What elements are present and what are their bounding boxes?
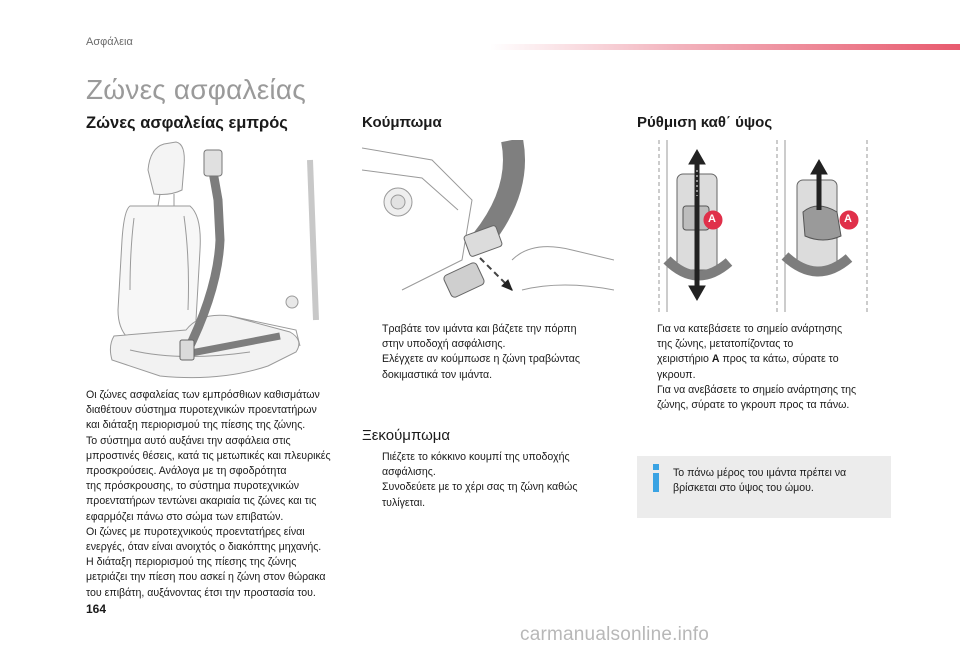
unbuckle-instructions xyxy=(362,450,622,511)
page-number: 164 xyxy=(86,602,107,616)
heading-buckling: Κούμπωμα xyxy=(362,114,442,131)
list-item: Συνοδεύετε με το χέρι σας τη ζώνη καθώς τυλίγεται. xyxy=(382,481,578,509)
height-instructions xyxy=(637,322,895,413)
buckle-instructions xyxy=(362,322,622,383)
list-item: Για να ανεβάσετε το σημείο ανάρτησης της ζώνης, σύρατε το γκρουπ προς τα πάνω. xyxy=(657,383,857,412)
list-item: Πιέζετε το κόκκινο κουμπί της υποδοχής ασφάλισης. xyxy=(382,451,570,479)
callout-a-left: A xyxy=(708,213,716,225)
seat-belt-illustration xyxy=(100,140,336,386)
front-belts-description: Οι ζώνες ασφαλείας των εμπρόσθιων καθισμάτων διαθέτουν σύστημα πυροτεχνικών προεντατήρων και διάταξη περιορισμού της πίεσης της ζώνης. Το σύστημα αυτό αυξάνει την ασφάλεια στις μπροστινές θέσεις, κατά τις μετωπικές και πλευρικές προσκρούσεις. Ανάλογα με τη σφοδρότητα της πρόσκρουσης, το σύστημα πυροτεχνικών προεντατήρων τεντώνει ακαριαία τις ζώνες και τις εφαρμόζει πάνω στο σώμα των επιβατών. Οι ζώνες με πυροτεχνικούς προεντατήρες είναι ενεργές, όταν είναι ανοιχτός ο διακόπτης μηχανής. Η διάταξη περιορισμού της πίεσης της ζώνης μετριάζει την πίεση που ασκεί η ζώνη στον θώρακα του επιβάτη, αυξάνοντας έτσι την προστασία του. xyxy=(86,389,331,599)
header-accent-bar xyxy=(490,44,960,50)
info-text: Το πάνω μέρος του ιμάντα πρέπει να βρίσκεται στο ύψος του ώμου. xyxy=(673,467,847,495)
buckle-illustration xyxy=(362,140,614,312)
list-item: Τραβάτε τον ιμάντα και βάζετε την πόρπη στην υποδοχή ασφάλισης. xyxy=(382,323,577,351)
list-item: Ελέγχετε αν κούμπωσε η ζώνη τραβώντας δοκιμαστικά τον ιμάντα. xyxy=(382,353,580,381)
section-label: Ασφάλεια xyxy=(86,36,133,48)
heading-height-adjust: Ρύθμιση καθ΄ ύψος xyxy=(637,114,773,131)
list-item: Για να κατεβάσετε το σημείο ανάρτησης της ζώνης, μετατοπίζοντας το χειριστήριο A προς τα κάτω, σύρατε το γκρουπ. xyxy=(657,323,843,381)
watermark: carmanualsonline.info xyxy=(520,624,710,645)
heading-unbuckling: Ξεκούμπωμα xyxy=(362,427,451,444)
info-icon xyxy=(649,464,663,492)
height-adjust-illustration xyxy=(637,140,889,312)
heading-front-belts: Ζώνες ασφαλείας εμπρός xyxy=(86,114,288,132)
page-title: Ζώνες ασφαλείας xyxy=(86,74,306,105)
callout-a-right: A xyxy=(844,213,852,225)
info-note xyxy=(637,456,891,518)
